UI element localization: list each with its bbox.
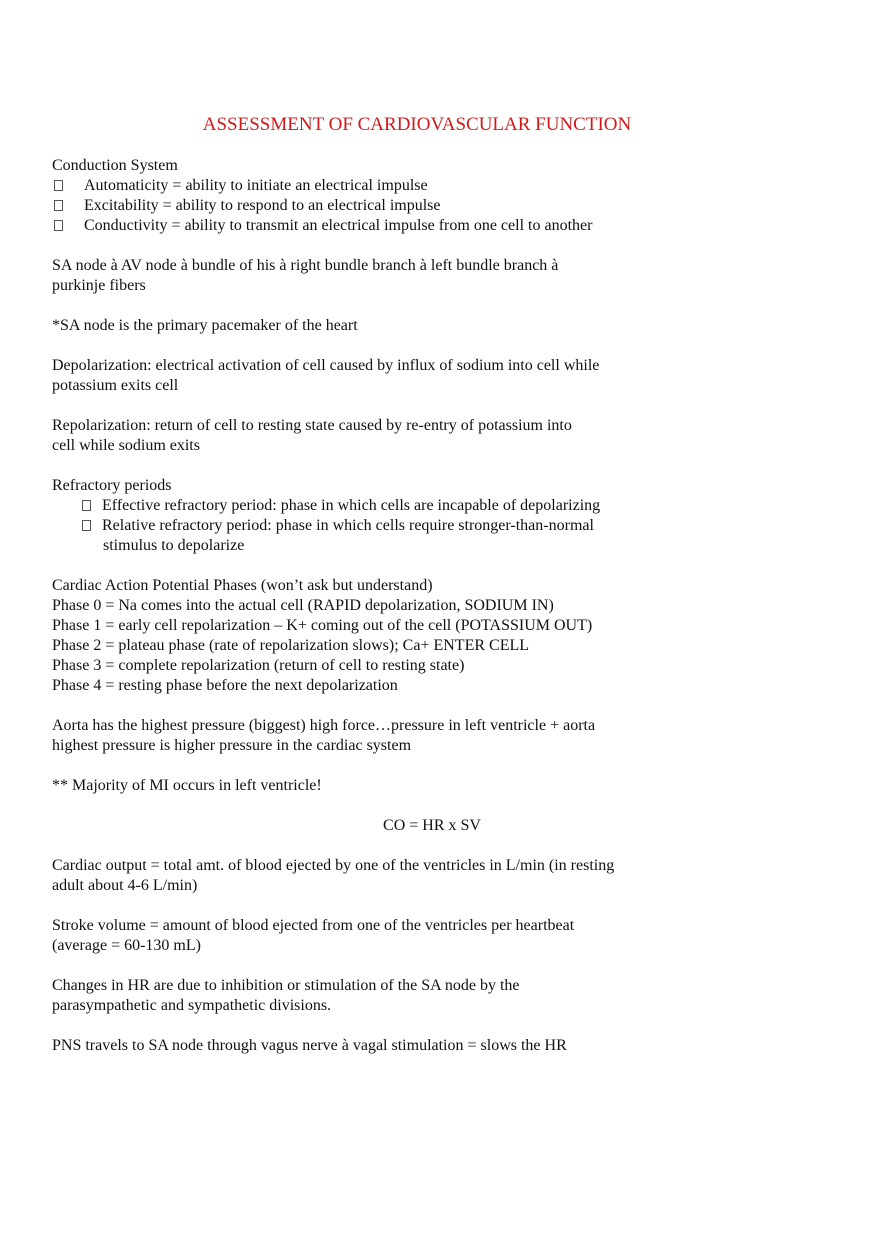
repolarization-paragraph: [52, 416, 832, 456]
stroke-volume-line: (average = 60-130 mL): [52, 937, 201, 954]
aorta-paragraph: [52, 716, 832, 756]
bullet-text: Conductivity = ability to transmit an electrical impulse from one cell to another: [84, 217, 593, 234]
phase-item: Phase 2 = plateau phase (rate of repolarization slows); Ca+ ENTER CELL: [52, 637, 530, 654]
pathway-line: purkinje fibers: [52, 277, 146, 294]
hr-changes-line: parasympathetic and sympathetic divisions.: [52, 997, 332, 1014]
cardiac-output-paragraph: [52, 856, 832, 896]
bullet-text: Automaticity = ability to initiate an electrical impulse: [84, 177, 428, 194]
phases-section: [52, 576, 832, 696]
bullet-text: Relative refractory period: phase in which cells require stronger-than-normal: [102, 517, 594, 534]
conduction-heading: Conduction System: [52, 157, 178, 174]
bullet-box-icon: [82, 500, 91, 511]
bullet-text: Effective refractory period: phase in which cells are incapable of depolarizing: [102, 497, 601, 514]
list-item: [52, 496, 832, 516]
depolarization-line: potassium exits cell: [52, 377, 179, 394]
list-item: [52, 196, 832, 216]
aorta-line: highest pressure is higher pressure in the cardiac system: [52, 737, 412, 754]
bullet-box-icon: [82, 520, 91, 531]
mi-note: ** Majority of MI occurs in left ventricle!: [52, 777, 322, 794]
document-title: ASSESSMENT OF CARDIOVASCULAR FUNCTION: [202, 114, 632, 135]
list-item: [52, 216, 832, 236]
bullet-continuation: stimulus to depolarize: [103, 537, 245, 554]
refractory-heading: Refractory periods: [52, 477, 172, 494]
depolarization-line: Depolarization: electrical activation of cell caused by influx of sodium into cell while: [52, 357, 600, 374]
list-item: [52, 176, 832, 196]
cardiac-output-line: Cardiac output = total amt. of blood ejected by one of the ventricles in L/min (in resting: [52, 857, 615, 874]
bullet-box-icon: [54, 220, 63, 231]
repolarization-line: Repolarization: return of cell to resting state caused by re-entry of potassium into: [52, 417, 572, 434]
depolarization-paragraph: [52, 356, 832, 396]
pns-note: PNS travels to SA node through vagus nerve à vagal stimulation = slows the HR: [52, 1037, 567, 1054]
phase-item: Phase 0 = Na comes into the actual cell (RAPID depolarization, SODIUM IN): [52, 597, 554, 614]
pathway-line: SA node à AV node à bundle of his à right bundle branch à left bundle branch à: [52, 257, 559, 274]
bullet-box-icon: [54, 200, 63, 211]
cardiac-output-formula: CO = HR x SV: [383, 817, 481, 834]
phases-heading: Cardiac Action Potential Phases (won’t ask but understand): [52, 577, 433, 594]
aorta-line: Aorta has the highest pressure (biggest) high force…pressure in left ventricle + aorta: [52, 717, 596, 734]
hr-changes-line: Changes in HR are due to inhibition or stimulation of the SA node by the: [52, 977, 520, 994]
phase-item: Phase 3 = complete repolarization (return of cell to resting state): [52, 657, 465, 674]
phase-item: Phase 1 = early cell repolarization – K+ coming out of the cell (POTASSIUM OUT): [52, 617, 593, 634]
refractory-section: [52, 476, 832, 556]
repolarization-line: cell while sodium exits: [52, 437, 200, 454]
bullet-box-icon: [54, 180, 63, 191]
bullet-text: Excitability = ability to respond to an electrical impulse: [84, 197, 441, 214]
cardiac-output-line: adult about 4-6 L/min): [52, 877, 198, 894]
conduction-section: [52, 156, 832, 236]
phase-item: Phase 4 = resting phase before the next depolarization: [52, 677, 398, 694]
hr-changes-paragraph: [52, 976, 832, 1016]
stroke-volume-line: Stroke volume = amount of blood ejected from one of the ventricles per heartbeat: [52, 917, 575, 934]
document-page: [52, 112, 832, 1056]
stroke-volume-paragraph: [52, 916, 832, 956]
pacemaker-note: *SA node is the primary pacemaker of the heart: [52, 317, 358, 334]
list-item: [52, 516, 832, 536]
pathway-paragraph: [52, 256, 832, 296]
